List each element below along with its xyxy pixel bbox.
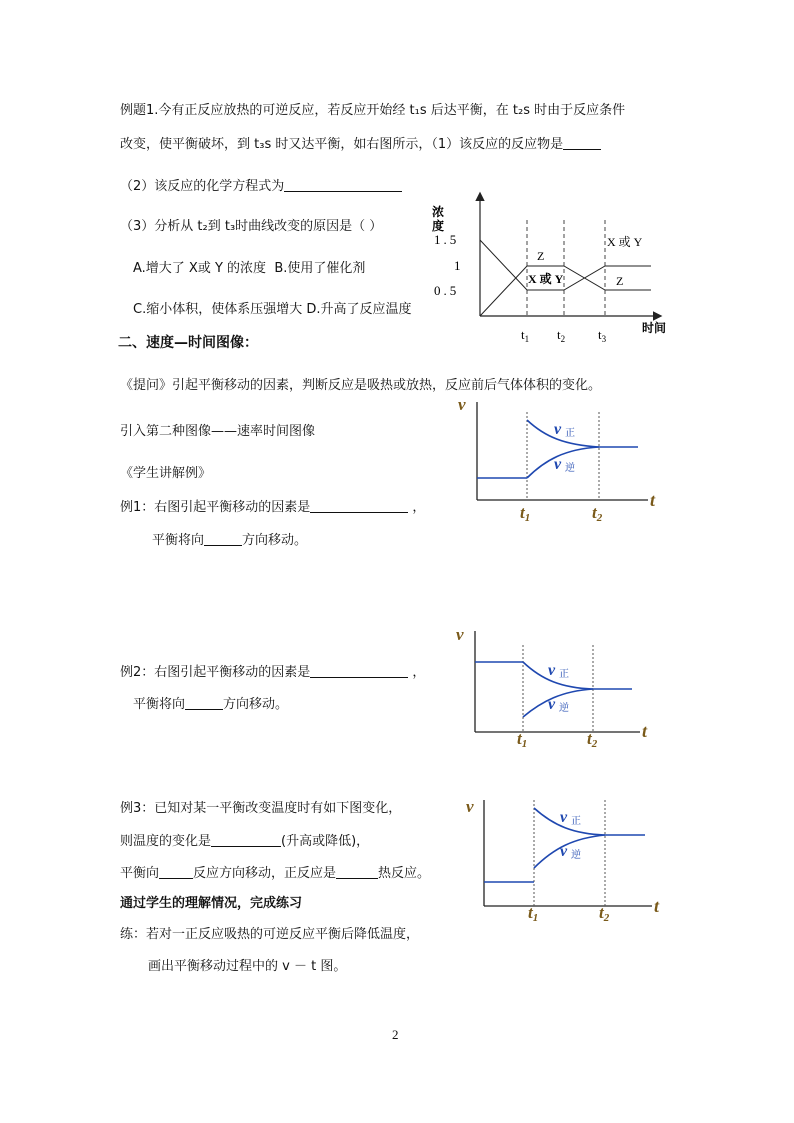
vt2-vfwd-label: v — [548, 662, 556, 679]
vt3-fwd-sub: 正 — [571, 816, 581, 827]
vt-ex3-a: 例3：已知对某一平衡改变温度时有如下图变化， — [120, 801, 402, 816]
vt-chart-2 — [452, 625, 662, 750]
student-heading: 《学生讲解例》 — [120, 466, 212, 481]
vt-ex1-a: 例1：右图引起平衡移动的因素是 ， — [120, 500, 426, 515]
page-number: 2 — [392, 1027, 399, 1042]
ex1-options-ab: A.增大了 X或 Y 的浓度 B.使用了催化剂 — [133, 261, 366, 276]
vt1-t1-label: t1 — [520, 503, 531, 524]
vt1-t-label: t — [650, 490, 656, 510]
label-z-end: Z — [616, 274, 624, 288]
vt-chart-3 — [462, 792, 672, 922]
vt-ex1-b: 平衡将向 方向移动。 — [152, 533, 308, 548]
vt2-t2-label: t2 — [587, 729, 598, 750]
conc-ytick-05: 0.5 — [434, 283, 460, 298]
vt3-forward-curve — [534, 808, 605, 835]
conc-xtick-t2: $t_2$ — [557, 327, 566, 344]
vt2-vrev-label: v — [548, 696, 556, 713]
conc-ytick-1: 1 — [454, 258, 461, 273]
section2-intro: 引入第二种图像——速率时间图像 — [120, 424, 316, 439]
vt1-vrev-label: v — [554, 456, 562, 473]
vt3-t-label: t — [654, 896, 660, 916]
vt1-vfwd-label: v — [554, 421, 562, 438]
practice-line2: 画出平衡移动过程中的 v － t 图。 — [148, 959, 347, 974]
vt2-reverse-curve — [523, 689, 593, 717]
vt3-t2-label: t2 — [599, 903, 610, 924]
series-z — [480, 266, 651, 316]
vt3-vfwd-label: v — [560, 809, 568, 826]
ex1-q2: （2）该反应的化学方程式为 — [120, 179, 402, 193]
vt1-v-label: v — [458, 395, 466, 414]
vt-ex2-a: 例2：右图引起平衡移动的因素是 ， — [120, 665, 426, 680]
vt3-reverse-curve — [534, 835, 605, 868]
conc-ylabel-1: 浓 — [432, 205, 445, 219]
label-xy-mid: X 或 Y — [528, 272, 564, 286]
ex1-line1: 例题1.今有正反应放热的可逆反应，若反应开始经 t₁s 后达平衡，在 t₂s 时由于反应条件 — [120, 103, 626, 118]
vt2-t1-label: t1 — [517, 729, 528, 750]
vt2-v-label: v — [456, 625, 464, 644]
vt1-fwd-sub: 正 — [565, 428, 575, 439]
vt-chart-1 — [450, 392, 670, 522]
vt-ex3-c: 平衡向 反应方向移动，正反应是 热反应。 — [120, 866, 431, 881]
vt3-rev-sub: 逆 — [571, 850, 581, 861]
practice-line: 练：若对一正反应吸热的可逆反应平衡后降低温度， — [120, 927, 420, 942]
vt2-forward-curve — [523, 662, 593, 689]
ex1-line2: 改变，使平衡破坏，到 t₃s 时又达平衡，如右图所示，（1）该反应的反应物是 — [120, 137, 601, 151]
vt1-forward-curve — [527, 420, 599, 447]
vt3-t1-label: t1 — [528, 903, 539, 924]
vt1-t2-label: t2 — [592, 503, 603, 524]
vt2-t-label: t — [642, 721, 648, 741]
vt2-rev-sub: 逆 — [559, 703, 569, 714]
conc-ytick-15: 1.5 — [434, 232, 460, 247]
conc-xtick-t3: $t_3$ — [598, 327, 607, 344]
vt2-fwd-sub: 正 — [559, 669, 569, 680]
ex1-options-cd: C.缩小体积，使体系压强增大 D.升高了反应温度 — [133, 302, 412, 317]
summary-line: 通过学生的理解情况，完成练习 — [120, 896, 303, 911]
section2-heading: 二、速度—时间图像： — [118, 335, 258, 351]
conc-xtick-t1: $t_1$ — [521, 327, 530, 344]
vt-ex3-b: 则温度的变化是 (升高或降低)， — [120, 834, 370, 849]
ex1-q3: （3）分析从 t₂到 t₃时曲线改变的原因是（ ） — [120, 219, 383, 234]
vt-ex2-b: 平衡将向 方向移动。 — [133, 697, 289, 712]
vt3-v-label: v — [466, 797, 474, 816]
vt1-reverse-curve — [527, 447, 599, 478]
vt3-vrev-label: v — [560, 843, 568, 860]
conc-xlabel: 时间 — [642, 321, 667, 335]
concentration-chart — [430, 190, 680, 350]
conc-ylabel-2: 度 — [432, 219, 445, 233]
vt1-rev-sub: 逆 — [565, 463, 575, 474]
label-z-mid: Z — [537, 249, 545, 263]
label-xy-end: X 或 Y — [607, 235, 643, 249]
section2-prompt: 《提问》引起平衡移动的因素，判断反应是吸热或放热，反应前后气体体积的变化。 — [120, 378, 602, 393]
